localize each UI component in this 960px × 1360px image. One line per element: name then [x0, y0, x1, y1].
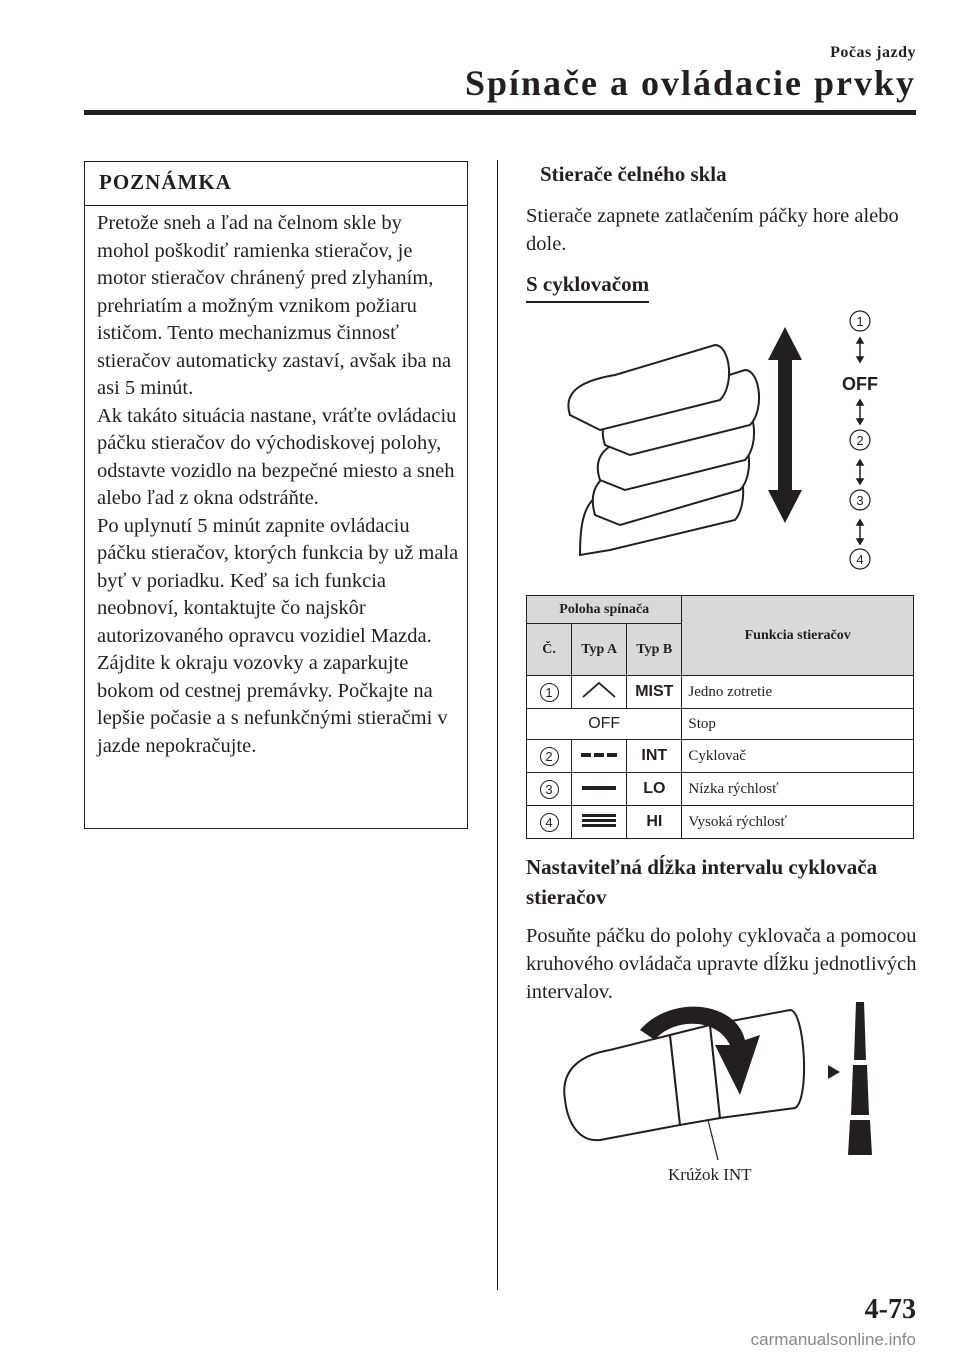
note-paragraph: Po uplynutí 5 minút zapnite ovládaciu páčku stieračov, ktorých funkcia by už mala byť v poriadku. Keď sa ich funkcia neobnoví, kontaktujte čo najskôr autorizovaného opravcu vozidiel Mazda. Zájdite k okraju vozovky a zaparkujte bokom od cestnej premávky. Počkajte na lepšie počasie a s nefunkčnými stieračmi v jazde nepokračujte. — [97, 514, 459, 757]
header-switch-position: Poloha spínača — [527, 596, 682, 624]
header-rule — [84, 110, 916, 115]
position-number: 3 — [540, 780, 559, 799]
diagram-label-2: 2 — [856, 433, 864, 448]
note-box — [84, 161, 468, 829]
header-type-a: Typ A — [572, 624, 627, 676]
diagram-label-off: OFF — [842, 374, 878, 394]
int-ring-diagram — [560, 1000, 900, 1160]
table-row — [527, 740, 914, 773]
function-text: Vysoká rýchlosť — [682, 806, 914, 839]
header-function: Funkcia stieračov — [682, 596, 914, 676]
intro-text: Stierače zapnete zatlačením páčky hore alebo dole. — [526, 205, 899, 255]
interval-heading: Nastaviteľná dĺžka intervalu cyklovača stieračov — [526, 855, 878, 909]
diagram-label-1: 1 — [856, 314, 864, 329]
type-b-label: LO — [627, 773, 682, 806]
diagram-label-3: 3 — [856, 493, 864, 508]
table-row — [527, 806, 914, 839]
intermittent-icon — [572, 740, 627, 773]
type-b-label: HI — [627, 806, 682, 839]
int-ring-caption: Krúžok INT — [668, 1165, 752, 1184]
function-text: Jedno zotretie — [682, 676, 914, 709]
section-title: Stierače čelného skla — [540, 162, 727, 186]
mist-icon — [572, 676, 627, 709]
position-number: 4 — [540, 813, 559, 832]
diagram-label-4: 4 — [856, 552, 864, 567]
function-text: Cyklovač — [682, 740, 914, 773]
header-number: Č. — [527, 624, 572, 676]
function-text: Stop — [682, 709, 914, 740]
function-text: Nízka rýchlosť — [682, 773, 914, 806]
table-row — [527, 773, 914, 806]
off-label: OFF — [527, 709, 682, 740]
interval-bar-scale — [828, 1002, 872, 1155]
wiper-position-table — [526, 595, 914, 839]
table-row — [527, 676, 914, 709]
note-paragraph: Pretože sneh a ľad na čelnom skle by mohol poškodiť ramienka stieračov, je motor stieračov chránený pred zlyhaním, prehriatím a možným vznikom požiaru ističom. Tento mechanizmus činnosť stieračov automaticky zastaví, avšak iba na asi 5 minút. — [97, 212, 452, 399]
note-paragraph: Ak takáto situácia nastane, vráťte ovládaciu páčku stieračov do východiskovej polohy, odstavte vozidlo na bezpečné miesto a sneh alebo ľad z okna odstráňte. — [97, 404, 457, 509]
position-number: 1 — [540, 683, 559, 702]
note-body — [85, 206, 467, 760]
sub-heading: S cyklovačom — [526, 272, 649, 303]
type-b-label: MIST — [627, 676, 682, 709]
watermark: carmanualsonline.info — [750, 1330, 916, 1349]
note-title: POZNÁMKA — [85, 162, 467, 206]
page-number: 4-73 — [864, 1294, 916, 1325]
section-label: Počas jazdy — [830, 44, 916, 61]
header-type-b: Typ B — [627, 624, 682, 676]
type-b-label: INT — [627, 740, 682, 773]
low-speed-icon — [572, 773, 627, 806]
page-title: Spínače a ovládacie prvky — [464, 63, 916, 103]
table-row — [527, 709, 914, 740]
high-speed-icon — [572, 806, 627, 839]
column-divider — [497, 160, 498, 1290]
position-number: 2 — [540, 747, 559, 766]
interval-text: Posuňte páčku do polohy cyklovača a pomocou kruhového ovládača upravte dĺžku jednotlivých intervalov. — [526, 925, 917, 1003]
wiper-lever-diagram — [540, 305, 920, 585]
